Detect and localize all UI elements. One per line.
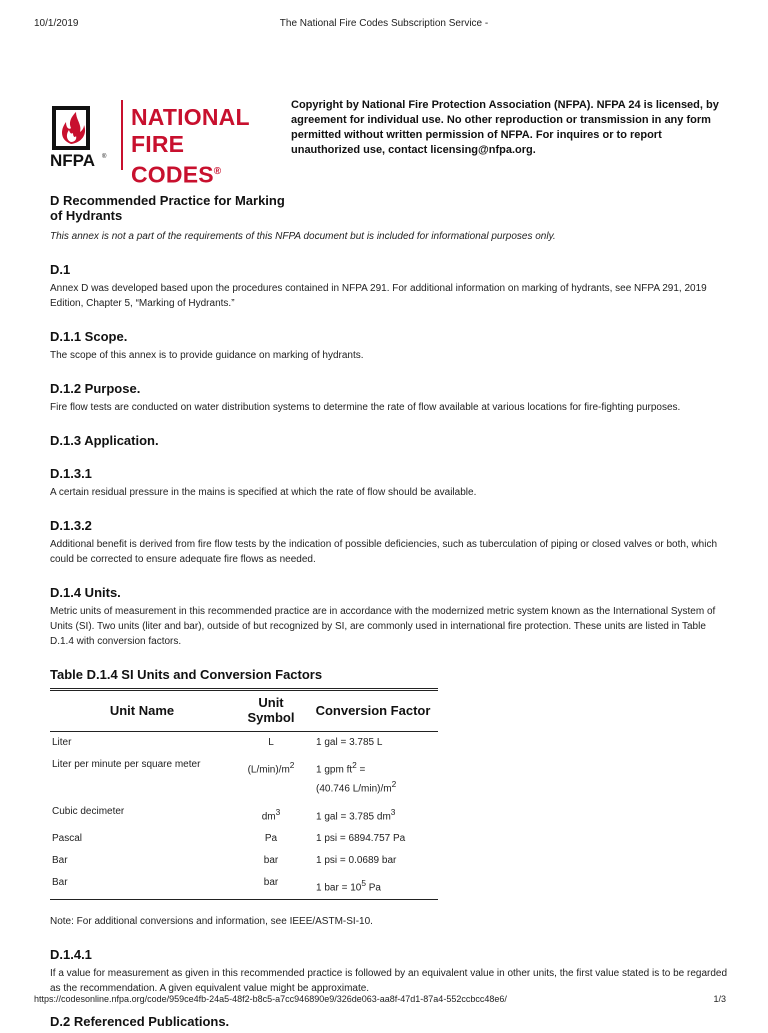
nfpa-flame-logo-icon xyxy=(50,106,114,172)
copyright-notice: Copyright by National Fire Protection Association (NFPA). NFPA 24 is licensed, by agreement for individual use. No other reproduction or transmission in any form permitted without written permission of NFPA. For inquires or to report unauthorized use, contact licensing@nfpa.org. xyxy=(291,99,719,156)
unit-name-cell: Liter per minute per square meter xyxy=(52,759,201,770)
column-header-unit-name: Unit Name xyxy=(109,702,175,718)
unit-symbol-cell: bar xyxy=(263,876,279,888)
section-text-d1: Annex D was developed based upon the procedures contained in NFPA 291. For additional information on marking of hydrants, see NFPA 291, 2019 Edition, Chapter 5, “Marking of Hydrants.” xyxy=(50,283,707,309)
logo-wordmark: NATIONAL FIRE CODES® xyxy=(131,104,250,188)
table-row xyxy=(50,732,438,755)
document-body xyxy=(50,193,730,1033)
section-text-d1-3-2: Additional benefit is derived from fire flow tests by the indication of possible deficiencies, such as tuberculation of piping or closed valves or both, which could be corrected to ensure adequate fire flows as needed. xyxy=(50,539,718,565)
unit-symbol-cell: $dm^3$ xyxy=(261,806,281,822)
conversion-factor-cell: 1 psi = 0.0689 bar xyxy=(316,854,397,866)
si-units-table xyxy=(50,688,438,900)
table-row xyxy=(50,801,438,828)
page-url: https://codesonline.nfpa.org/code/959ce4fb-24a5-48f2-b8c5-a7cc946890e9/326de063-aa8f-47d1-87a4-552ccbcc48e6/ xyxy=(34,994,507,1004)
table-title: Table D.1.4 SI Units and Conversion Factors xyxy=(50,667,323,682)
table-row xyxy=(50,872,438,900)
unit-name-cell: Bar xyxy=(52,876,68,888)
unit-symbol-cell: Pa xyxy=(264,832,278,844)
column-header-conversion-factor: Conversion Factor xyxy=(315,702,431,718)
section-heading-d1: D.1 xyxy=(50,262,71,277)
section-text-d1-3-1: A certain residual pressure in the mains is specified at which the rate of flow should be available. xyxy=(50,487,477,498)
section-heading-d1-3: D.1.3 Application. xyxy=(50,433,159,448)
print-date: 10/1/2019 xyxy=(34,18,79,29)
conversion-factor-cell: 1 bar = $10^5$ Pa xyxy=(316,877,381,894)
table-note: Note: For additional conversions and information, see IEEE/ASTM-SI-10. xyxy=(50,916,373,928)
conversion-factor-cell: 1 psi = 6894.757 Pa xyxy=(316,832,406,844)
page-number: 1/3 xyxy=(713,994,726,1004)
table-row xyxy=(50,828,438,850)
unit-name-cell: Cubic decimeter xyxy=(52,805,125,817)
section-heading-d1-2: D.1.2 Purpose. xyxy=(50,381,141,396)
logo-org-text: NFPA xyxy=(50,151,96,170)
nfpa-logo xyxy=(50,100,280,188)
unit-symbol-cell: $(L/\min)/m^2$ xyxy=(247,760,295,776)
unit-name-cell: Liter xyxy=(52,737,72,748)
annex-intro: This annex is not a part of the requirements of this NFPA document but is included for informational purposes only. xyxy=(50,231,556,242)
conversion-factor-cell: 1 gpm $ft^2$ = (40.746 $L/\min)/m^2$ xyxy=(316,760,397,795)
svg-text:®: ® xyxy=(102,154,107,160)
unit-name-cell: Pascal xyxy=(52,832,83,844)
column-header-unit-symbol: Unit Symbol xyxy=(247,695,295,725)
section-text-d1-4: Metric units of measurement in this recommended practice are in accordance with the modernized metric system known as the International System of Units (SI). Two units (liter and bar), outside of but recognized by SI, are commonly used in international fire protection. These units are listed in Table D.1.4 with conversion factors. xyxy=(50,606,716,647)
unit-symbol-cell: L xyxy=(268,737,274,748)
section-heading-d1-4-1: D.1.4.1 xyxy=(50,947,92,963)
print-title: The National Fire Codes Subscription Service - xyxy=(279,18,489,29)
section-text-d1-4-1: If a value for measurement as given in this recommended practice is followed by an equivalent value in other units, the first value stated is to be regarded as the recommendation. A given equivalent value might be approximate. xyxy=(50,968,728,995)
section-heading-d1-1: D.1.1 Scope. xyxy=(50,329,128,344)
section-heading-d1-3-1: D.1.3.1 xyxy=(50,466,92,481)
section-heading-d1-4: D.1.4 Units. xyxy=(50,585,121,600)
conversion-factor-cell: 1 gal = 3.785 L xyxy=(316,737,383,748)
unit-symbol-cell: bar xyxy=(263,854,279,866)
document-title: D Recommended Practice for Marking of Hydrants xyxy=(50,193,285,223)
section-text-d1-1: The scope of this annex is to provide guidance on marking of hydrants. xyxy=(50,350,364,361)
logo-divider xyxy=(121,100,123,170)
conversion-factor-cell: 1 gal = 3.785 $dm^3$ xyxy=(316,806,396,822)
unit-name-cell: Bar xyxy=(52,854,68,866)
table-row xyxy=(50,754,438,801)
section-text-d1-2: Fire flow tests are conducted on water distribution systems to determine the rate of flow available at various locations for fire-fighting purposes. xyxy=(50,402,681,413)
section-heading-d1-3-2: D.1.3.2 xyxy=(50,518,92,533)
table-header-row xyxy=(50,690,438,732)
section-heading-d2: D.2 Referenced Publications. xyxy=(50,1014,230,1030)
table-row xyxy=(50,850,438,872)
